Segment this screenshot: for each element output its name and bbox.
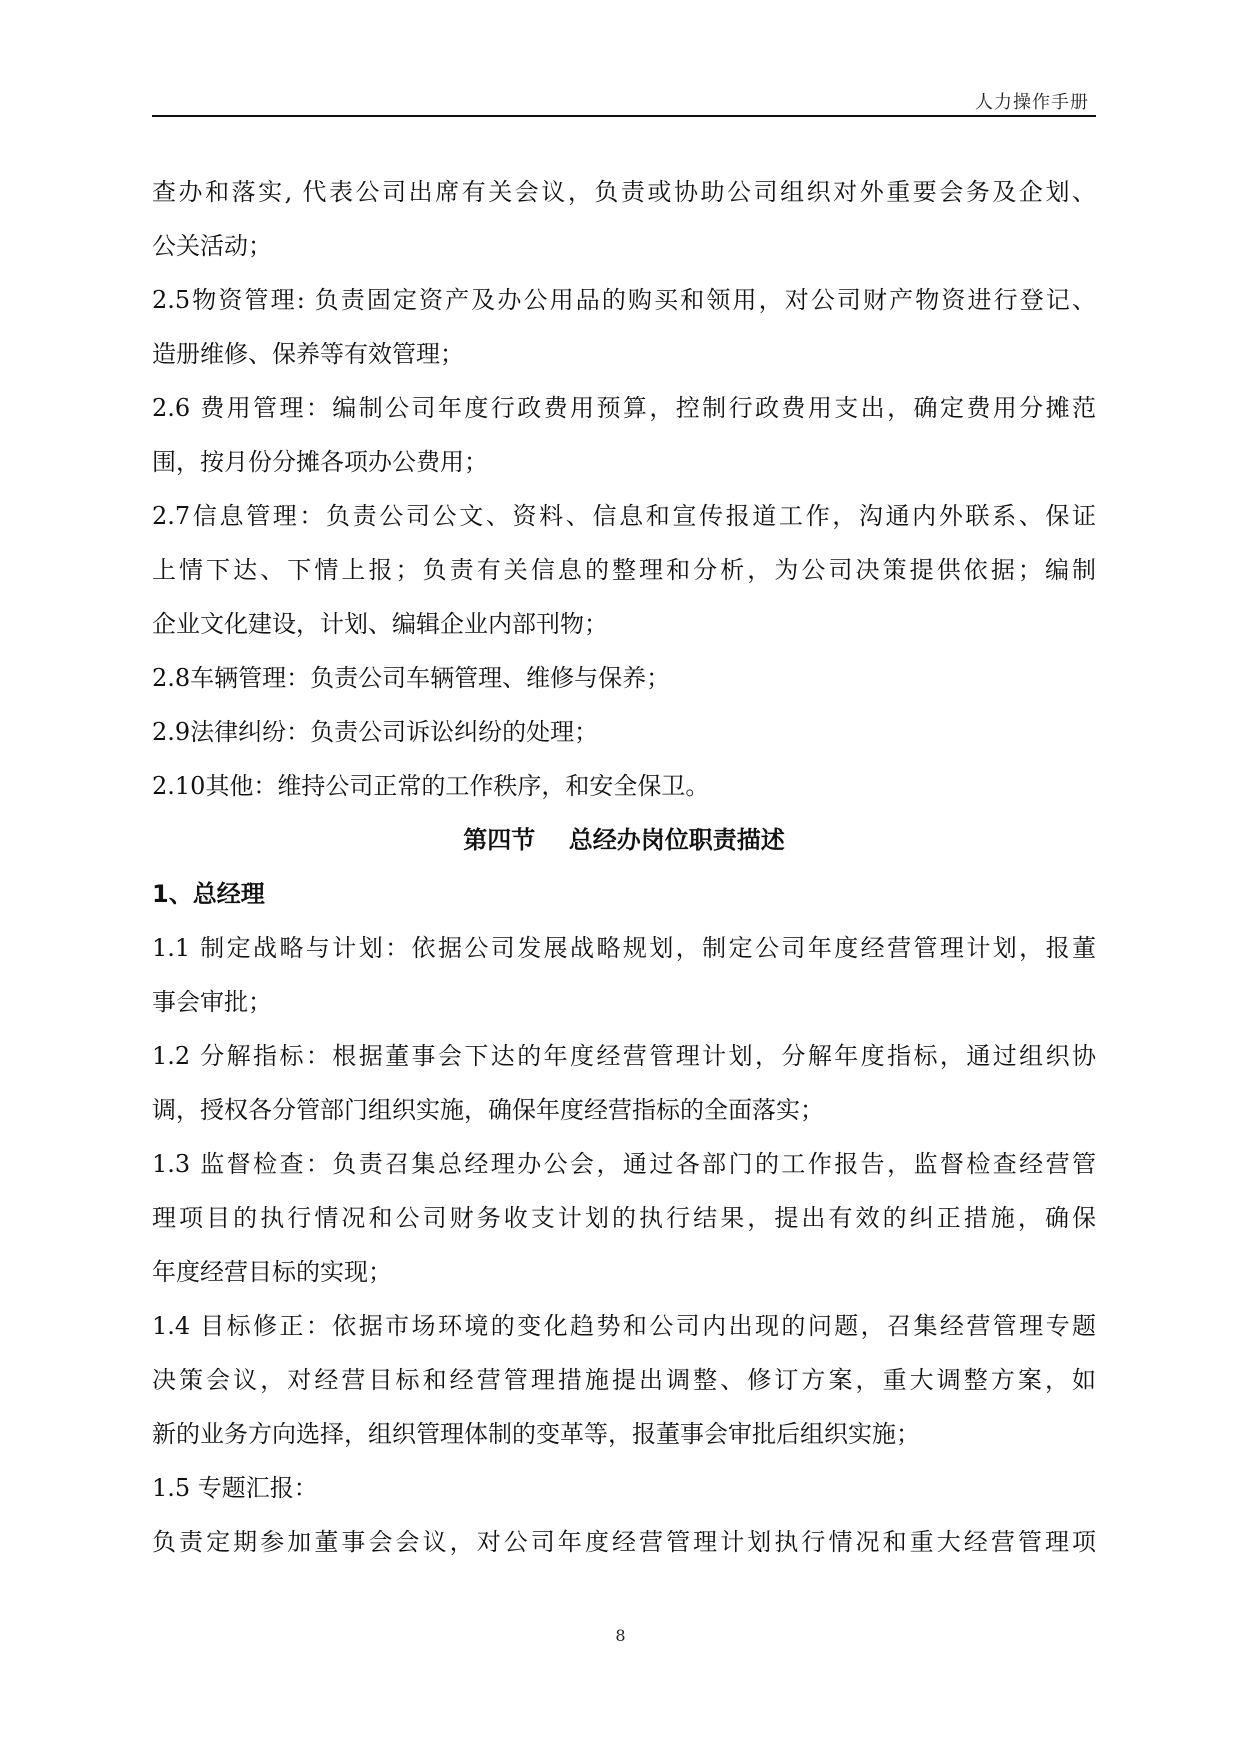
header-rule [152, 115, 1096, 117]
body-line: 年度经营目标的实现； [152, 1258, 392, 1286]
body-line: 决策会议，对经营目标和经营管理措施提出调整、修订方案，重大调整方案，如 [152, 1366, 1096, 1394]
section-heading: 第四节 总经办岗位职责描述 [463, 826, 785, 854]
body-line: 1.5 专题汇报： [152, 1474, 318, 1502]
body-line: 公关活动； [152, 232, 272, 260]
body-line: 2.8车辆管理：负责公司车辆管理、维修与保养； [152, 664, 671, 692]
body-line: 造册维修、保养等有效管理； [152, 340, 464, 368]
body-line: 1.2 分解指标：根据董事会下达的年度经营管理计划，分解年度指标，通过组织协 [152, 1042, 1096, 1070]
body-line: 事会审批； [152, 988, 272, 1016]
sub-heading: 1、总经理 [152, 880, 265, 908]
body-line: 2.10其他：维持公司正常的工作秩序，和安全保卫。 [152, 772, 710, 800]
page-number: 8 [615, 1626, 626, 1645]
page-content [152, 165, 1096, 1569]
running-header-title: 人力操作手册 [975, 92, 1089, 113]
body-line: 上情下达、下情上报；负责有关信息的整理和分析，为公司决策提供依据；编制 [152, 556, 1096, 584]
body-line: 2.7信息管理：负责公司公文、资料、信息和宣传报道工作，沟通内外联系、保证 [152, 502, 1096, 530]
body-line: 查办和落实, 代表公司出席有关会议，负责或协助公司组织对外重要会务及企划、 [152, 178, 1096, 206]
body-line: 1.1 制定战略与计划：依据公司发展战略规划，制定公司年度经营管理计划，报董 [152, 934, 1096, 962]
body-line: 2.5物资管理: 负责固定资产及办公用品的购买和领用，对公司财产物资进行登记、 [152, 286, 1096, 314]
body-line: 企业文化建设，计划、编辑企业内部刊物； [152, 610, 608, 638]
body-line: 1.3 监督检查：负责召集总经理办公会，通过各部门的工作报告，监督检查经营管 [152, 1150, 1096, 1178]
body-line: 负责定期参加董事会会议，对公司年度经营管理计划执行情况和重大经营管理项 [152, 1528, 1096, 1556]
body-line: 2.9法律纠纷：负责公司诉讼纠纷的处理； [152, 718, 599, 746]
body-line: 2.6 费用管理：编制公司年度行政费用预算，控制行政费用支出，确定费用分摊范 [152, 394, 1096, 422]
body-line: 1.4 目标修正：依据市场环境的变化趋势和公司内出现的问题，召集经营管理专题 [152, 1312, 1096, 1340]
body-line: 理项目的执行情况和公司财务收支计划的执行结果，提出有效的纠正措施，确保 [152, 1204, 1096, 1232]
body-line: 围，按月份分摊各项办公费用； [152, 448, 488, 476]
body-line: 调，授权各分管部门组织实施，确保年度经营指标的全面落实； [152, 1096, 824, 1124]
body-line: 新的业务方向选择，组织管理体制的变革等，报董事会审批后组织实施； [152, 1420, 920, 1448]
